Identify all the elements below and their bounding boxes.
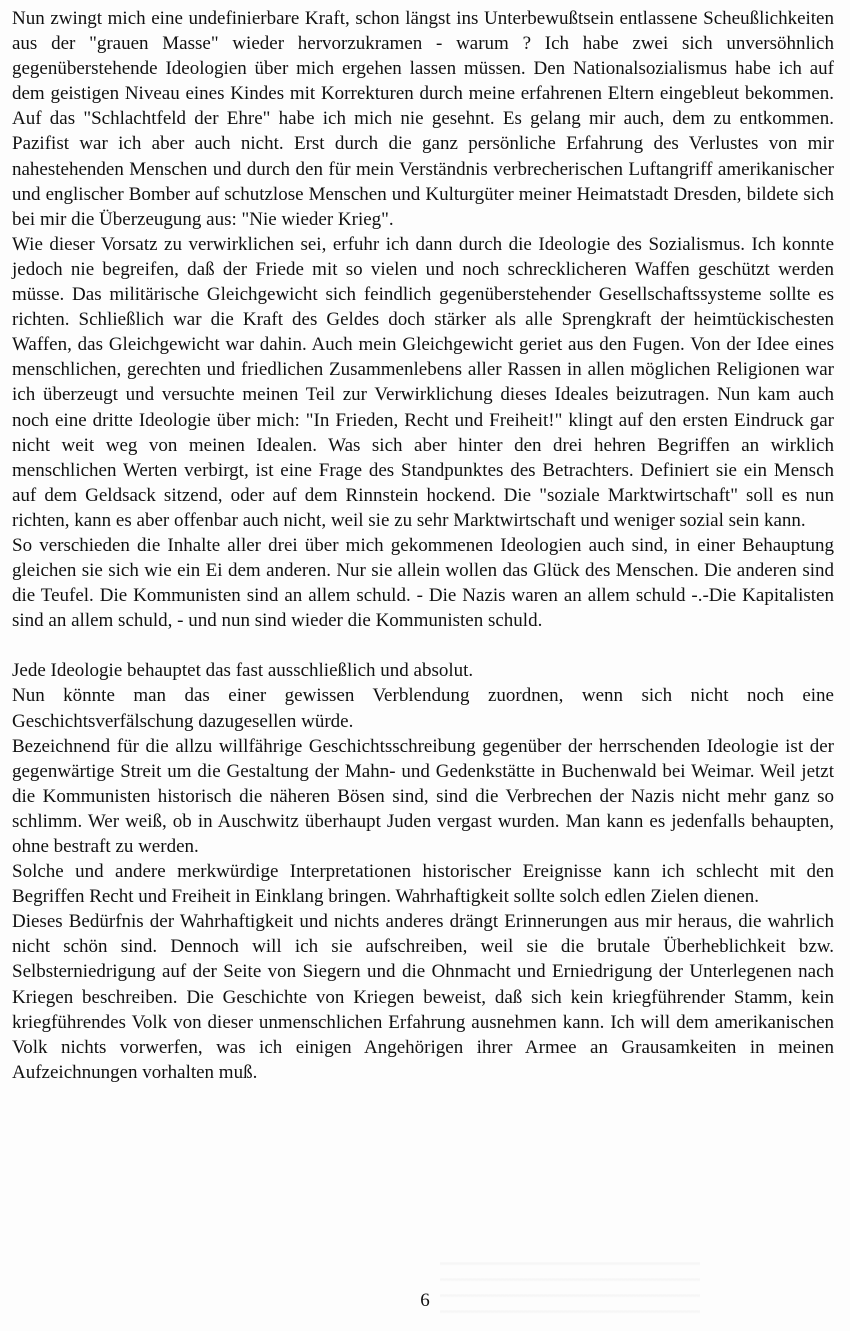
paragraph-1: Nun zwingt mich eine undefinierbare Kraft, schon längst ins Unterbewußtsein entlassene Scheußlichkeiten aus der "grauen Masse" wieder hervorzukramen - warum ? Ich habe zwei sich unversöhnlich gegenüberstehende Ideologien über mich ergehen lassen müssen. Den Nationalsozialismus habe ich auf dem geistigen Niveau eines Kindes mit Korrekturen durch meine erfahrenen Eltern eingebleut bekommen. Auf das "Schlachtfeld der Ehre" habe ich mich nie gesehnt. Es gelang mir auch, dem zu entkommen. Pazifist war ich aber auch nicht. Erst durch die ganz persönliche Erfahrung des Verlustes von mir nahestehenden Menschen und durch den für mein Verständnis verbrecherischen Luftangriff amerikanischer und englischer Bomber auf schutzlose Menschen und Kulturgüter meiner Heimatstadt Dresden, bildete sich bei mir die Überzeugung aus: "Nie wieder Krieg". [12, 8, 834, 230]
paragraph-4: Jede Ideologie behauptet das fast ausschließlich und absolut. [12, 660, 474, 682]
paragraph-8: Dieses Bedürfnis der Wahrhaftigkeit und nichts anderes drängt Erinnerungen aus mir heraus, die wahrlich nicht schön sind. Dennoch will ich sie aufschreiben, weil sie die brutale Überheblichkeit bzw. Selbsterniedrigung auf der Seite von Siegern und die Ohnmacht und Erniedrigung der Unterlegenen nach Kriegen beschreiben. Die Geschichte von Kriegen beweist, daß sich kein kriegführender Stamm, kein kriegführendes Volk von dieser unmenschlichen Erfahrung ausnehmen kann. Ich will dem amerikanischen Volk nichts vorwerfen, was ich einigen Angehörigen ihrer Armee an Grausamkeiten in meinen Aufzeichnungen vorhalten muß. [12, 911, 834, 1083]
paragraph-2: Wie dieser Vorsatz zu verwirklichen sei, erfuhr ich dann durch die Ideologie des Sozialismus. Ich konnte jedoch nie begreifen, daß der Friede mit so vielen und noch schrecklicheren Waffen geschützt werden müsse. Das militärische Gleichgewicht sich feindlich gegenüberstehender Gesellschaftssysteme sollte es richten. Schließlich war die Kraft des Geldes doch stärker als alle Sprengkraft der heimtückischesten Waffen, das Gleichgewicht war dahin. Auch mein Gleichgewicht geriet aus den Fugen. Von der Idee eines menschlichen, gerechten und friedlichen Zusammenlebens aller Rassen in allen möglichen Religionen war ich überzeugt und versuchte meinen Teil zur Verwirklichung dieses Ideales beizutragen. Nun kam auch noch eine dritte Ideologie über mich: "In Frieden, Recht und Freiheit!" klingt auf den ersten Eindruck gar nicht weit weg von meinen Idealen. Was sich aber hinter den drei hehren Begriffen an wirklich menschlichen Werten verbirgt, ist eine Frage des Standpunktes des Betrachters. Definiert sie ein Mensch auf dem Geldsack sitzend, oder auf dem Rinnstein hockend. Die "soziale Marktwirtschaft" soll es nun richten, kann es aber offenbar auch nicht, weil sie zu sehr Marktwirtschaft und weniger sozial sein kann. [12, 233, 834, 531]
paragraph-3: So verschieden die Inhalte aller drei über mich gekommenen Ideologien auch sind, in einer Behauptung gleichen sie sich wie ein Ei dem anderen. Nur sie allein wollen das Glück des Menschen. Die anderen sind die Teufel. Die Kommunisten sind an allem schuld. - Die Nazis waren an allem schuld -.-Die Kapitalisten sind an allem schuld, - und nun sind wieder die Kommunisten schuld. [12, 534, 834, 632]
paragraph-5: Nun könnte man das einer gewissen Verblendung zuordnen, wenn sich nicht noch eine Geschichtsverfälschung dazugesellen würde. [12, 685, 834, 732]
page-number: 6 [420, 1290, 430, 1311]
body-text [12, 6, 834, 1085]
paragraph-7: Solche und andere merkwürdige Interpretationen historischer Ereignisse kann ich schlecht mit den Begriffen Recht und Freiheit in Einklang bringen. Wahrhaftigkeit sollte solch edlen Zielen dienen. [12, 861, 834, 908]
paragraph-6: Bezeichnend für die allzu willfährige Geschichtsschreibung gegenüber der herrschenden Ideologie ist der gegenwärtige Streit um die Gestaltung der Mahn- und Gedenkstätte in Buchenwald bei Weimar. Weil jetzt die Kommunisten historisch die näheren Bösen sind, sind die Verbrechen der Nazis nicht mehr ganz so schlimm. Wer weiß, ob in Auschwitz überhaupt Juden vergast wurden. Man kann es jedenfalls behaupten, ohne bestraft zu werden. [12, 735, 834, 857]
